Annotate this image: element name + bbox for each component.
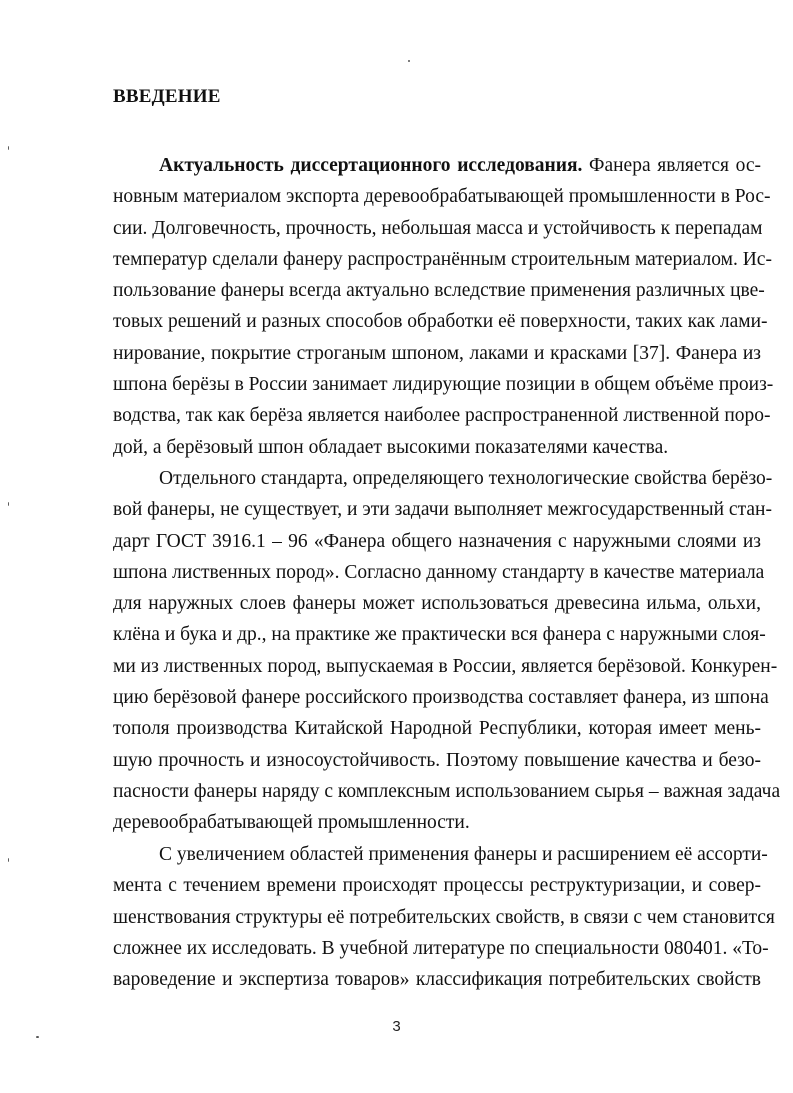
text-line: деревообрабатывающей промышленности.: [113, 812, 470, 834]
text-line: нирование, покрытие строганым шпоном, лаками и красками [37]. Фанера из: [113, 342, 761, 364]
paragraph-standard: [113, 463, 781, 839]
scan-speck: [8, 858, 9, 862]
scan-speck: [36, 1036, 39, 1038]
scan-speck: [8, 146, 9, 150]
text-line: ми из лиственных пород, выпускаемая в России, является берёзовой. Конкурен-: [113, 655, 778, 677]
text-line: сии. Долговечность, прочность, небольшая масса и устойчивость к перепадам: [113, 217, 763, 239]
text-line: шпона берёзы в России занимает лидирующие позиции в общем объёме произ-: [113, 374, 774, 396]
scan-speck: [8, 502, 9, 506]
text-line: тополя производства Китайской Народной Республики, которая имеет мень-: [113, 718, 761, 740]
text-line: новным материалом экспорта деревообрабатывающей промышленности в Рос-: [113, 186, 771, 208]
text-line: вой фанеры, не существует, и эти задачи выполняет межгосударственный стан-: [113, 499, 772, 521]
paragraph-relevance: [113, 150, 774, 463]
text-line: С увеличением областей применения фанеры и расширением её ассорти-: [159, 844, 768, 865]
text-line: пасности фанеры наряду с комплексным использованием сырья – важная задача: [113, 780, 781, 802]
text-line: вароведение и экспертиза товаров» классификация потребительских свойств: [113, 969, 761, 991]
text-line: дарт ГОСТ 3916.1 – 96 «Фанера общего назначения с наружными слоями из: [113, 530, 761, 552]
text-line: сложнее их исследовать. В учебной литературе по специальности 080401. «То-: [113, 937, 769, 959]
text-line: шую прочность и износоустойчивость. Поэтому повышение качества и безо-: [113, 749, 761, 771]
text-line: шпона лиственных пород». Согласно данному стандарту в качестве материала: [113, 561, 765, 583]
text-line: мента с течением времени происходят процессы реструктуризации, и совер-: [113, 875, 761, 897]
text-run: Фанера является ос-: [582, 155, 761, 176]
page-title: ВВЕДЕНИЕ: [113, 86, 221, 107]
text-line: [113, 150, 761, 181]
text-line: для наружных слоев фанеры может использоваться древесина ильма, ольхи,: [113, 593, 761, 615]
paragraph-assortment: [113, 839, 775, 995]
text-line: товых решений и разных способов обработки её поверхности, таких как лами-: [113, 311, 768, 333]
bold-lead: Актуальность диссертационного исследования.: [159, 155, 583, 176]
text-line: температур сделали фанеру распространённым строительным материалом. Ис-: [113, 248, 772, 270]
text-line: дой, а берёзовый шпон обладает высокими показателями качества.: [113, 436, 669, 458]
text-line: Отдельного стандарта, определяющего технологические свойства берёзо-: [159, 468, 773, 489]
scan-speck: [408, 60, 410, 62]
text-line: цию берёзовой фанере российского производства составляет фанера, из шпона: [113, 687, 769, 709]
page-number: 3: [392, 1018, 401, 1035]
text-line: шенствования структуры её потребительских свойств, в связи с чем становится: [113, 906, 775, 928]
text-line: клёна и бука и др., на практике же практически вся фанера с наружными слоя-: [113, 624, 766, 646]
text-line: пользование фанеры всегда актуально вследствие применения различных цве-: [113, 280, 765, 302]
text-line: водства, так как берёза является наиболее распространенной лиственной поро-: [113, 405, 771, 427]
